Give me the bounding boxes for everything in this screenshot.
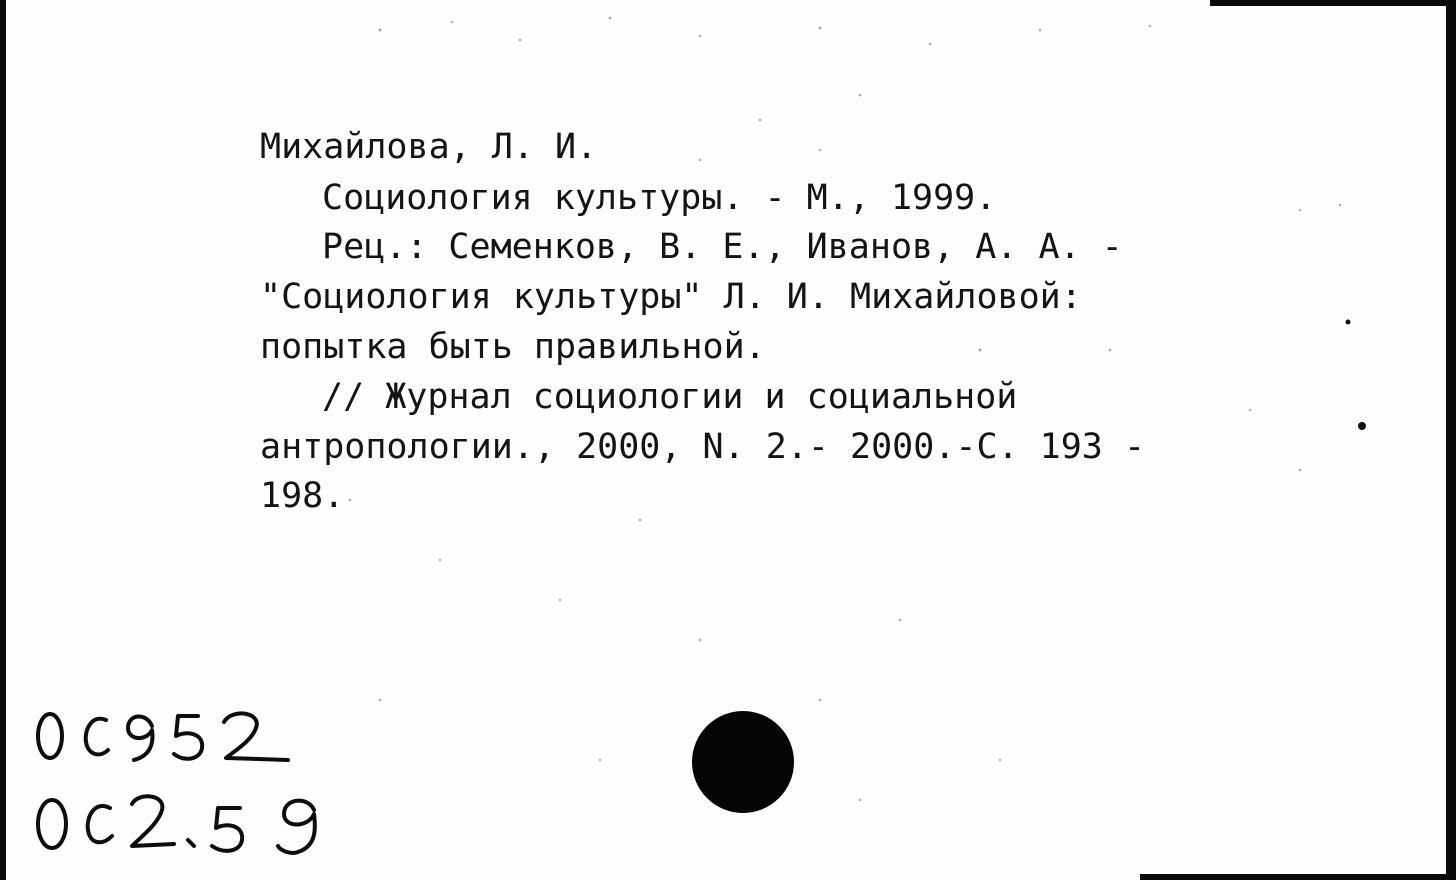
card-punch-hole — [692, 711, 794, 813]
handwritten-shelfmarks — [28, 700, 348, 870]
review-line: "Социология культуры" Л. И. Михайловой: — [260, 277, 1082, 317]
review-line: антропологии., 2000, N. 2.- 2000.-С. 193 - — [260, 427, 1146, 467]
card-author: Михайлова, Л. И. — [260, 127, 598, 167]
review-line: попытка быть правильной. — [260, 327, 766, 367]
review-line: // Журнал социологии и социальной — [322, 377, 1018, 417]
review-line: Рец.: Семенков, В. Е., Иванов, А. А. - — [322, 227, 1123, 267]
shelfmark-handwriting — [28, 700, 348, 870]
card-title-line: Социология культуры. - М., 1999. — [322, 178, 997, 218]
review-line: 198. — [260, 476, 345, 516]
